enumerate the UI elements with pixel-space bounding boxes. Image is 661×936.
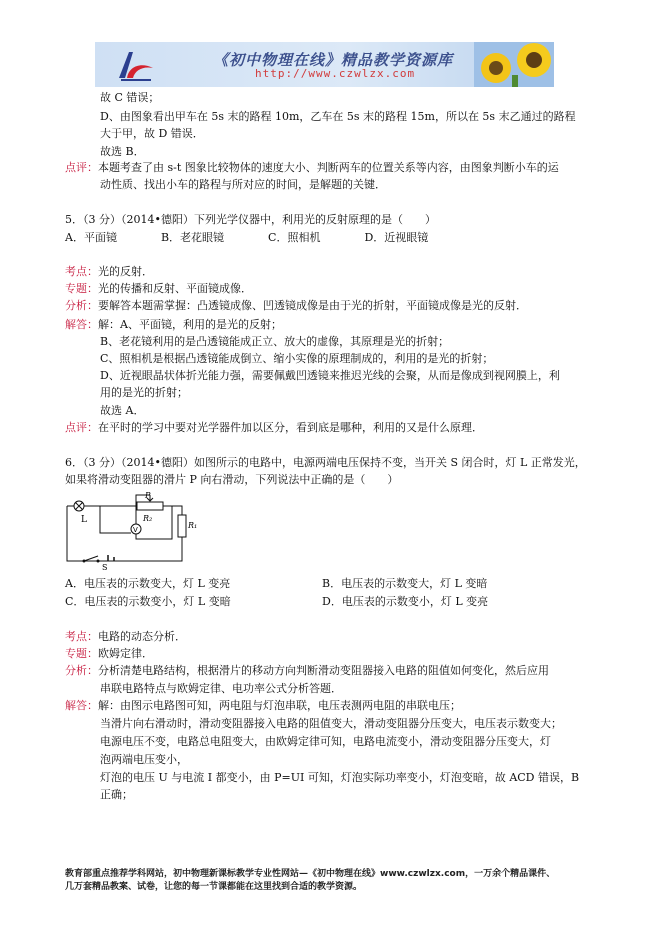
line-text: 解：由图示电路图可知，两电阻与灯泡串联，电压表测两电阻的串联电压； [98, 699, 461, 712]
line-text: 串联电路特点与欧姆定律、电功率公式分析答题． [100, 682, 342, 695]
line-text: 灯泡的电压 U 与电流 I 都变小，由 P=UI 可知，灯泡实际功率变小，灯泡变暗，故 ACD 错误，B [100, 771, 580, 784]
text-line [100, 352, 493, 366]
line-text: 光的反射． [98, 265, 153, 278]
switch-label: S [102, 563, 108, 571]
text-line [100, 404, 144, 418]
sunflower-icon [474, 42, 554, 87]
section-label: 解答： [65, 318, 98, 331]
line-text: D、由图象看出甲车在 5s 末的路程 10m，乙车在 5s 末的路程 15m，所以在 5s 末乙通过的路程 [100, 110, 576, 123]
text-line [65, 299, 527, 313]
rheostat-label: R₂ [143, 514, 153, 523]
text-line [100, 788, 133, 802]
line-text: 本题考查了由 s-t 图象比较物体的速度大小、判断两车的位置关系等内容，由图象判断小车的运 [98, 161, 559, 174]
text-line [65, 318, 282, 332]
text-line [100, 682, 342, 696]
voltmeter-label: V [133, 526, 138, 534]
line-text: C．电压表的示数变小，灯 L 变暗 [65, 595, 231, 608]
line-text: 分析清楚电路结构，根据滑片的移动方向判断滑动变阻器接入电路的阻值如何变化，然后应用 [98, 664, 549, 677]
section-label: 考点： [65, 630, 98, 643]
text-line [65, 699, 461, 713]
text-line [100, 145, 145, 159]
line-text: 当滑片向右滑动时，滑动变阻器接入电路的阻值变大，滑动变阻器分压变大，电压表示数变大； [100, 717, 562, 730]
text-line [100, 735, 551, 749]
line-text: 大于甲，故 D 错误． [100, 127, 204, 140]
line-text: 如果将滑动变阻器的滑片 P 向右滑动，下列说法中正确的是（ ） [65, 473, 399, 486]
text-line [100, 127, 204, 141]
banner-url[interactable]: http://www.czwlzx.com [255, 67, 416, 80]
line-text: 电源电压不变，电路总电阻变大，由欧姆定律可知，电路电流变小，滑动变阻器分压变大，灯 [100, 735, 551, 748]
section-label: 点评： [65, 421, 98, 434]
text-line [65, 161, 559, 175]
resistor-label: R₁ [188, 521, 198, 530]
line-text: 故选 A． [100, 404, 145, 417]
text-line [322, 577, 487, 591]
line-text: D．电压表的示数变小，灯 L 变亮 [322, 595, 489, 608]
line-text: A．电压表的示数变大，灯 L 变亮 [65, 577, 231, 590]
section-label: 点评： [65, 161, 98, 174]
section-label: 专题： [65, 282, 98, 295]
line-text: 故 C 错误； [100, 91, 160, 104]
line-text: B．电压表的示数变大，灯 L 变暗 [322, 577, 488, 590]
section-label: 解答： [65, 699, 98, 712]
line-text: 解：A、平面镜，利用的是光的反射； [98, 318, 282, 331]
text-line [100, 178, 386, 192]
line-text: C、照相机是根据凸透镜能成倒立、缩小实像的原理制成的，利用的是光的折射； [100, 352, 494, 365]
line-text: 泡两端电压变小， [100, 753, 188, 766]
line-text: 用的是光的折射； [100, 386, 188, 399]
text-line [100, 110, 576, 124]
header-banner [95, 42, 554, 87]
line-text: 光的传播和反射、平面镜成像． [98, 282, 252, 295]
line-text: A．平面镜 B．老花眼镜 C．照相机 D．近视眼镜 [65, 231, 429, 244]
line-text: 动性质、找出小车的路程与所对应的时间，是解题的关键． [100, 178, 386, 191]
line-text: 电路的动态分析． [98, 630, 186, 643]
text-line [65, 231, 428, 245]
site-logo-icon [115, 48, 155, 82]
text-line [100, 771, 579, 785]
text-line [65, 456, 586, 470]
line-text: D、近视眼晶状体折光能力强，需要佩戴凹透镜来推迟光线的会聚，从而是像成到视网膜上，利 [100, 369, 560, 382]
slider-label: P [145, 491, 151, 500]
line-text: B、老花镜利用的是凸透镜能成正立、放大的虚像，其原理是光的折射； [100, 335, 450, 348]
text-line [65, 421, 483, 435]
circuit-diagram [62, 491, 202, 571]
section-label: 分析： [65, 664, 98, 677]
text-line [65, 265, 153, 279]
footer-line-2: 几万套精品教案、试卷，让您的每一节课都能在这里找到合适的教学资源。 [65, 882, 363, 892]
text-line [65, 664, 549, 678]
section-label: 分析： [65, 299, 98, 312]
text-line [65, 630, 186, 644]
line-text: 在平时的学习中要对光学器件加以区分，看到底是哪种，利用的又是什么原理． [98, 421, 483, 434]
line-text: 6．（3 分）（2014•德阳）如图所示的电路中，电源两端电压保持不变，当开关 S 闭合时，灯 L 正常发光， [65, 456, 586, 469]
text-line [65, 282, 252, 296]
text-line [100, 91, 159, 105]
line-text: 要解答本题需掌握：凸透镜成像、凹透镜成像是由于光的折射，平面镜成像是光的反射． [98, 299, 527, 312]
text-line [100, 369, 560, 383]
text-line [65, 473, 398, 487]
line-text: 欧姆定律． [98, 647, 153, 660]
text-line [65, 577, 230, 591]
text-line [65, 595, 231, 609]
lamp-label: L [81, 515, 87, 525]
text-line [322, 595, 488, 609]
section-label: 考点： [65, 265, 98, 278]
text-line [100, 717, 562, 731]
banner-title: 《初中物理在线》精品教学资源库 [213, 51, 454, 69]
line-text: 故选 B． [100, 145, 145, 158]
text-line [100, 386, 188, 400]
line-text: 正确； [100, 788, 133, 801]
text-line [100, 753, 188, 767]
text-line [100, 335, 449, 349]
section-label: 专题： [65, 647, 98, 660]
footer-line-1: 教育部重点推荐学科网站，初中物理新课标教学专业性网站—《初中物理在线》www.czwlzx.com，一万余个精品课件、 [65, 869, 556, 879]
text-line [65, 647, 153, 661]
text-line [65, 213, 436, 227]
line-text: 5．（3 分）（2014•德阳）下列光学仪器中，利用光的反射原理的是（ ） [65, 213, 436, 226]
